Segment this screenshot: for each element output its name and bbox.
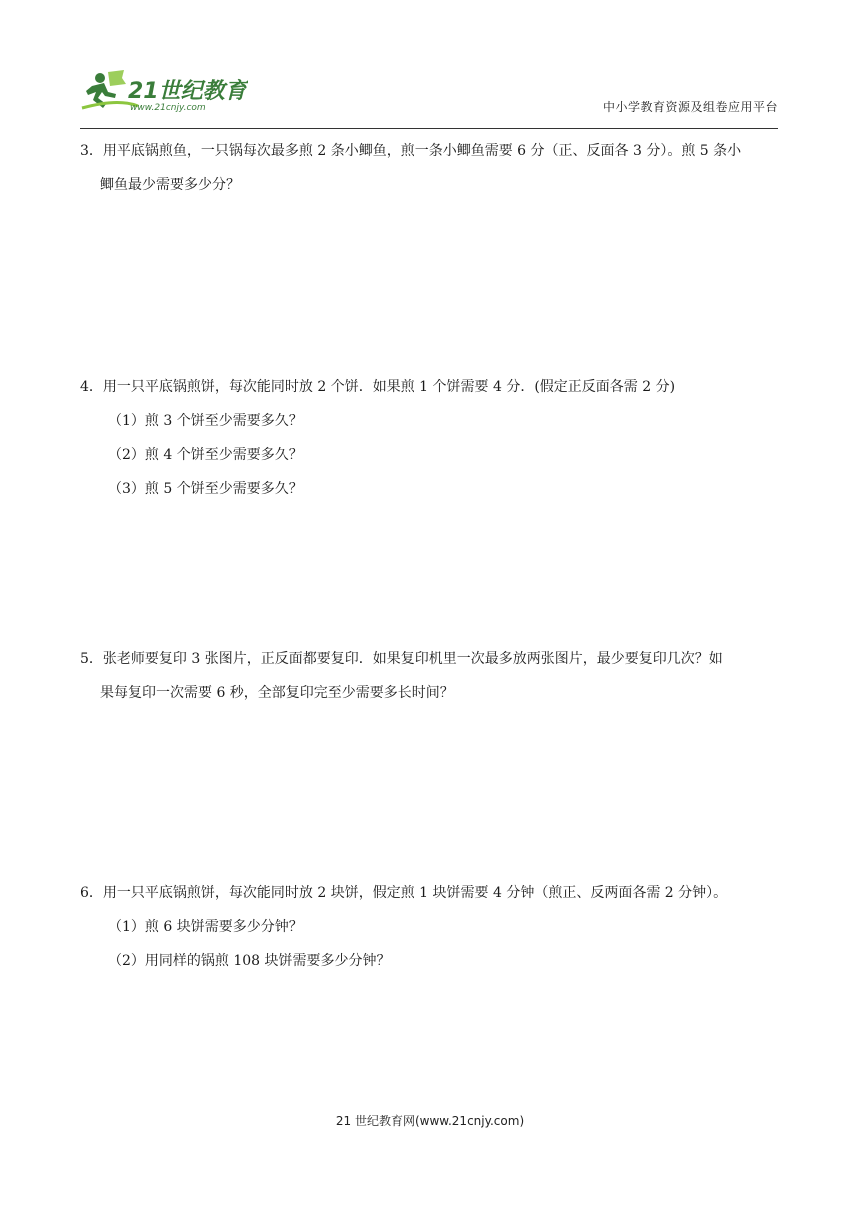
sub-question: （2）用同样的锅煎 108 块饼需要多少分钟？ [108, 953, 391, 969]
logo-wordmark: 21世纪教育 [128, 79, 247, 104]
sub-question: （2）煎 4 个饼至少需要多久？ [108, 447, 303, 463]
question-text: 4．用一只平底锅煎饼，每次能同时放 2 个饼．如果煎 1 个饼需要 4 分．(假定正反面各需 2 分) [80, 379, 676, 395]
question-text: 6．用一只平底锅煎饼，每次能同时放 2 块饼，假定煎 1 块饼需要 4 分钟（煎正、反两面各需 2 分钟）。 [80, 885, 728, 901]
question-text-continued: 果每复印一次需要 6 秒，全部复印完至少需要多长时间？ [100, 685, 454, 701]
header-tagline: 中小学教育资源及组卷应用平台 [602, 100, 778, 114]
flag-icon [108, 70, 126, 86]
question-4 [80, 370, 780, 506]
question-3 [80, 134, 780, 202]
sub-question: （3）煎 5 个饼至少需要多久？ [108, 481, 303, 497]
question-text-continued: 鲫鱼最少需要多少分？ [100, 177, 240, 193]
header-divider [80, 128, 778, 129]
sub-question: （1）煎 6 块饼需要多少分钟？ [108, 919, 303, 935]
question-text: 5．张老师要复印 3 张图片，正反面都要复印．如果复印机里一次最多放两张图片，最少要复印几次？如 [80, 651, 723, 667]
sub-question: （1）煎 3 个饼至少需要多久？ [108, 413, 303, 429]
logo-url: www.21cnjy.com [130, 103, 206, 113]
page-footer: 21 世纪教育网(www.21cnjy.com) [335, 1114, 525, 1128]
question-6 [80, 876, 780, 978]
site-logo [78, 68, 248, 114]
question-text: 3．用平底锅煎鱼，一只锅每次最多煎 2 条小鲫鱼，煎一条小鲫鱼需要 6 分（正、反面各 3 分）。煎 5 条小 [80, 143, 742, 159]
question-5 [80, 642, 780, 710]
